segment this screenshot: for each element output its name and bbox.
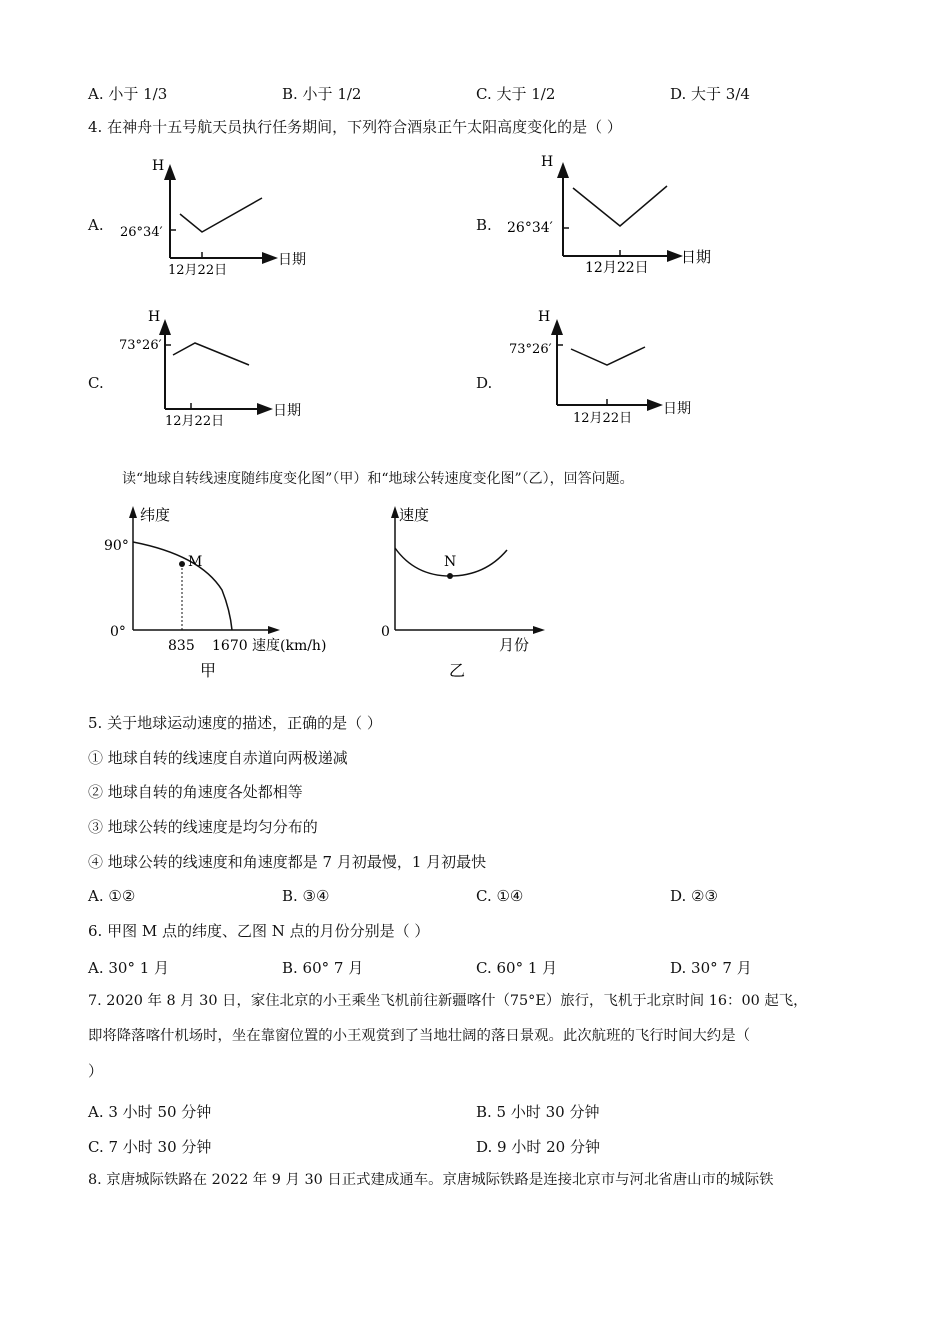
jia-y90: 90° (104, 538, 129, 554)
point-n (447, 573, 453, 579)
q3-option-b: B. 小于 1/2 (282, 85, 362, 103)
jia-point-label: M (188, 554, 203, 570)
q4-label-c: C. (88, 374, 104, 392)
q4-label-d: D. (476, 374, 493, 392)
q3-option-a: A. 小于 1/3 (88, 85, 168, 103)
q4a-y-label: H (152, 158, 165, 174)
yi-y0: 0 (381, 624, 390, 640)
q5-item-4: ④ 地球公转的线速度和角速度都是 7 月初最慢，1 月初最快 (88, 853, 487, 871)
q3-option-d: D. 大于 3/4 (670, 85, 750, 103)
q4c-y-label: H (148, 309, 161, 325)
q4d-x-label: 日期 (663, 401, 691, 417)
q4-graph-b (505, 148, 735, 278)
jia-caption: 甲 (200, 661, 217, 680)
q4-graph-d (505, 305, 725, 435)
intro-text: 读“地球自转线速度随纬度变化图”（甲）和“地球公转速度变化图”（乙），回答问题。 (122, 471, 634, 487)
q4-label-b: B. (476, 216, 492, 234)
q4d-y-label: H (538, 309, 551, 325)
q7-option-a: A. 3 小时 50 分钟 (88, 1103, 212, 1121)
q4d-angle: 73°26′ (509, 342, 552, 357)
q7-line-3: ） (88, 1062, 104, 1080)
q4b-y-label: H (541, 154, 554, 170)
q4b-x-label: 日期 (681, 248, 712, 266)
q4c-x-label: 日期 (273, 403, 301, 419)
jia-x-label: 速度(km/h) (252, 638, 327, 654)
q4d-tick: 12月22日 (573, 411, 633, 426)
q7-option-c: C. 7 小时 30 分钟 (88, 1138, 212, 1156)
q4-graph-a (110, 150, 340, 280)
jia-x835: 835 (168, 638, 195, 654)
point-m (179, 561, 185, 567)
q7-line-2: 即将降落喀什机场时，坐在靠窗位置的小王观赏到了当地壮阔的落日景观。此次航班的飞行时间大约是（ (88, 1028, 750, 1044)
q6-stem: 6. 甲图 M 点的纬度、乙图 N 点的月份分别是（ ） (88, 922, 430, 940)
q5-option-b: B. ③④ (282, 887, 330, 905)
q5-option-c: C. ①④ (476, 887, 524, 905)
q6-option-a: A. 30° 1 月 (88, 959, 170, 977)
q4a-x-label: 日期 (278, 252, 306, 268)
q4c-angle: 73°26′ (119, 338, 162, 353)
q4c-tick: 12月22日 (165, 414, 225, 429)
q6-option-c: C. 60° 1 月 (476, 959, 558, 977)
figure-yi (375, 500, 555, 685)
q4-graph-c (115, 305, 335, 435)
q5-option-a: A. ①② (88, 887, 136, 905)
q6-option-d: D. 30° 7 月 (670, 959, 752, 977)
q5-item-3: ③ 地球公转的线速度是均匀分布的 (88, 818, 318, 836)
q4a-tick: 12月22日 (168, 263, 228, 278)
q5-item-2: ② 地球自转的角速度各处都相等 (88, 783, 303, 801)
yi-point-label: N (444, 554, 457, 570)
q8-line-1: 8. 京唐城际铁路在 2022 年 9 月 30 日正式建成通车。京唐城际铁路是连接北京市与河北省唐山市的城际铁 (88, 1172, 774, 1188)
q4b-angle: 26°34′ (507, 220, 553, 236)
q3-option-c: C. 大于 1/2 (476, 85, 556, 103)
yi-x-label: 月份 (499, 636, 530, 654)
q5-stem: 5. 关于地球运动速度的描述，正确的是（ ） (88, 714, 382, 732)
figure-jia (100, 500, 360, 685)
jia-x1670: 1670 (212, 638, 248, 654)
q4-stem: 4. 在神舟十五号航天员执行任务期间，下列符合酒泉正午太阳高度变化的是（ ） (88, 118, 622, 136)
jia-y0: 0° (110, 624, 126, 640)
q7-option-b: B. 5 小时 30 分钟 (476, 1103, 600, 1121)
q5-option-d: D. ②③ (670, 887, 718, 905)
q4a-angle: 26°34′ (120, 225, 163, 240)
q7-line-1: 7. 2020 年 8 月 30 日，家住北京的小王乘坐飞机前往新疆喀什（75°E）旅行，飞机于北京时间 16：00 起飞， (88, 993, 808, 1009)
q7-option-d: D. 9 小时 20 分钟 (476, 1138, 600, 1156)
q6-option-b: B. 60° 7 月 (282, 959, 364, 977)
q4-label-a: A. (88, 216, 104, 234)
jia-y-label: 纬度 (140, 506, 171, 524)
yi-caption: 乙 (449, 661, 466, 680)
q4b-tick: 12月22日 (585, 260, 649, 276)
q5-item-1: ① 地球自转的线速度自赤道向两极递减 (88, 749, 348, 767)
yi-y-label: 速度 (399, 506, 430, 524)
